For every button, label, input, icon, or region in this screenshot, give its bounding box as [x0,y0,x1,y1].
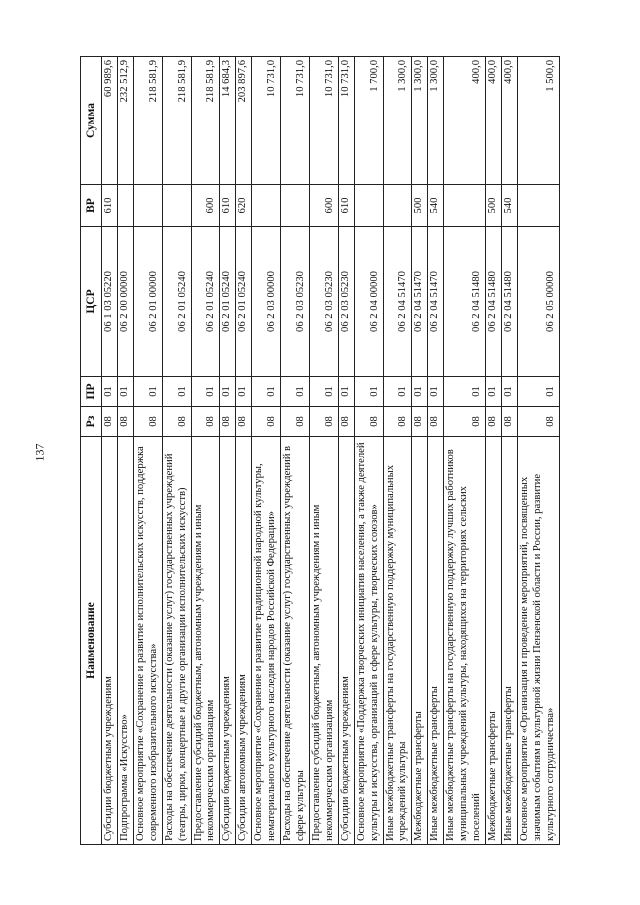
cell-vr [354,185,383,227]
cell-csr: 06 2 05 00000 [517,227,559,377]
table-row [309,57,338,845]
cell-rz: 08 [102,407,118,437]
cell-sum: 232 512,9 [117,57,133,185]
cell-rz: 08 [485,407,501,437]
cell-rz: 08 [220,407,236,437]
table-row [117,57,133,845]
cell-name: Субсидии автономным учреждениям [236,437,252,845]
table-row [517,57,559,845]
cell-csr: 06 2 04 51480 [485,227,501,377]
cell-vr: 540 [428,185,444,227]
table-row [501,57,517,845]
table-row [338,57,354,845]
table-row [102,57,118,845]
cell-csr: 06 2 04 00000 [354,227,383,377]
cell-rz: 08 [252,407,281,437]
header-pr: ПР [81,377,102,407]
cell-name: Межбюджетные трансферты [485,437,501,845]
cell-vr: 600 [309,185,338,227]
cell-sum: 203 897,6 [236,57,252,185]
table-row [162,57,191,845]
table-row [133,57,162,845]
cell-pr: 01 [220,377,236,407]
cell-sum: 400,0 [501,57,517,185]
cell-sum: 400,0 [444,57,486,185]
cell-pr: 01 [383,377,412,407]
cell-name: Основное мероприятие «Организация и проведение мероприятий, посвященных значимым событиям в культурной жизни Пензенской области и России, развитие культурного сотрудничества» [517,437,559,845]
cell-pr: 01 [281,377,310,407]
cell-rz: 08 [133,407,162,437]
table-row [428,57,444,845]
cell-rz: 08 [412,407,428,437]
cell-vr: 620 [236,185,252,227]
cell-csr: 06 2 03 05230 [309,227,338,377]
cell-rz: 08 [281,407,310,437]
cell-sum: 1 300,0 [428,57,444,185]
table-row [281,57,310,845]
cell-csr: 06 2 04 51480 [501,227,517,377]
cell-name: Расходы на обеспечение деятельности (оказание услуг) государственных учреждений в сфере культуры [281,437,310,845]
cell-rz: 08 [309,407,338,437]
cell-name: Субсидии бюджетным учреждениям [338,437,354,845]
cell-pr: 01 [236,377,252,407]
header-csr: ЦСР [81,227,102,377]
cell-pr: 01 [117,377,133,407]
cell-pr: 01 [501,377,517,407]
cell-vr: 610 [338,185,354,227]
cell-vr [444,185,486,227]
cell-sum: 1 500,0 [517,57,559,185]
cell-name: Иные межбюджетные трансферты [428,437,444,845]
cell-rz: 08 [428,407,444,437]
cell-sum: 218 581,9 [191,57,220,185]
cell-sum: 400,0 [485,57,501,185]
cell-vr: 610 [220,185,236,227]
cell-csr: 06 2 01 05240 [191,227,220,377]
cell-csr: 06 2 01 05240 [162,227,191,377]
table-row [220,57,236,845]
cell-rz: 08 [236,407,252,437]
cell-sum: 14 684,3 [220,57,236,185]
cell-sum: 1 700,0 [354,57,383,185]
cell-vr [162,185,191,227]
table-row [444,57,486,845]
cell-csr: 06 2 01 00000 [133,227,162,377]
cell-vr [517,185,559,227]
cell-rz: 08 [501,407,517,437]
cell-pr: 01 [252,377,281,407]
cell-name: Предоставление субсидий бюджетным, автономным учреждениям и иным некоммерческим организациям [191,437,220,845]
page-number: 137 [32,443,47,462]
cell-pr: 01 [133,377,162,407]
header-name: Наименование [81,437,102,845]
cell-rz: 08 [191,407,220,437]
cell-name: Предоставление субсидий бюджетным, автономным учреждениям и иным некоммерческим организациям [309,437,338,845]
header-sum: Сумма [81,57,102,185]
cell-pr: 01 [412,377,428,407]
cell-name: Основное мероприятие «Сохранение и развитие исполнительских искусств, поддержка современного изобразительного искусства» [133,437,162,845]
budget-table-container [80,57,580,845]
cell-rz: 08 [517,407,559,437]
cell-vr: 500 [485,185,501,227]
cell-csr: 06 2 04 51480 [444,227,486,377]
cell-csr: 06 2 03 05230 [281,227,310,377]
cell-name: Межбюджетные трансферты [412,437,428,845]
cell-sum: 218 581,9 [162,57,191,185]
cell-csr: 06 2 03 00000 [252,227,281,377]
table-row [485,57,501,845]
cell-csr: 06 2 01 05240 [236,227,252,377]
cell-pr: 01 [102,377,118,407]
table-row [412,57,428,845]
cell-vr [281,185,310,227]
cell-sum: 10 731,0 [281,57,310,185]
cell-name: Субсидии бюджетным учреждениям [102,437,118,845]
cell-pr: 01 [485,377,501,407]
table-row [252,57,281,845]
cell-pr: 01 [338,377,354,407]
cell-sum: 60 989,6 [102,57,118,185]
table-row [383,57,412,845]
cell-pr: 01 [309,377,338,407]
cell-name: Иные межбюджетные трансферты на государственную поддержку лучших работников муниципальных учреждений культуры, находящихся на территориях сельских поселений [444,437,486,845]
cell-pr: 01 [428,377,444,407]
budget-table [80,56,560,845]
cell-pr: 01 [354,377,383,407]
cell-sum: 10 731,0 [309,57,338,185]
cell-pr: 01 [162,377,191,407]
cell-vr [252,185,281,227]
cell-name: Расходы на обеспечение деятельности (оказание услуг) государственных учреждений (театры, цирки, концертные и другие организации исполнительских искусств) [162,437,191,845]
table-row [191,57,220,845]
cell-sum: 218 581,9 [133,57,162,185]
cell-rz: 08 [117,407,133,437]
cell-csr: 06 2 01 05240 [220,227,236,377]
table-header-row [81,57,102,845]
cell-vr: 610 [102,185,118,227]
cell-vr [383,185,412,227]
cell-rz: 08 [338,407,354,437]
cell-csr: 06 2 04 51470 [412,227,428,377]
cell-name: Иные межбюджетные трансферты на государственную поддержку муниципальных учреждений культуры [383,437,412,845]
cell-pr: 01 [444,377,486,407]
table-row [236,57,252,845]
cell-rz: 08 [383,407,412,437]
cell-csr: 06 2 04 51470 [428,227,444,377]
cell-rz: 08 [162,407,191,437]
cell-sum: 1 300,0 [412,57,428,185]
cell-sum: 10 731,0 [338,57,354,185]
cell-name: Подпрограмма «Искусство» [117,437,133,845]
cell-name: Субсидии бюджетным учреждениям [220,437,236,845]
cell-pr: 01 [517,377,559,407]
table-row [354,57,383,845]
cell-csr: 06 2 03 05230 [338,227,354,377]
cell-sum: 1 300,0 [383,57,412,185]
cell-vr: 600 [191,185,220,227]
cell-vr: 500 [412,185,428,227]
cell-sum: 10 731,0 [252,57,281,185]
cell-vr [133,185,162,227]
cell-name: Основное мероприятие «Поддержка творческих инициатив населения, а также деятелей культуры и искусства, организаций в сфере культуры, творческих союзов» [354,437,383,845]
cell-vr [117,185,133,227]
cell-rz: 08 [444,407,486,437]
cell-csr: 06 2 00 00000 [117,227,133,377]
header-vr: ВР [81,185,102,227]
cell-csr: 06 1 03 05220 [102,227,118,377]
cell-vr: 540 [501,185,517,227]
cell-csr: 06 2 04 51470 [383,227,412,377]
cell-name: Основное мероприятие «Сохранение и развитие традиционной народной культуры, нематериального культурного наследия народов Российской Федерации» [252,437,281,845]
header-rz: Рз [81,407,102,437]
cell-pr: 01 [191,377,220,407]
cell-rz: 08 [354,407,383,437]
cell-name: Иные межбюджетные трансферты [501,437,517,845]
